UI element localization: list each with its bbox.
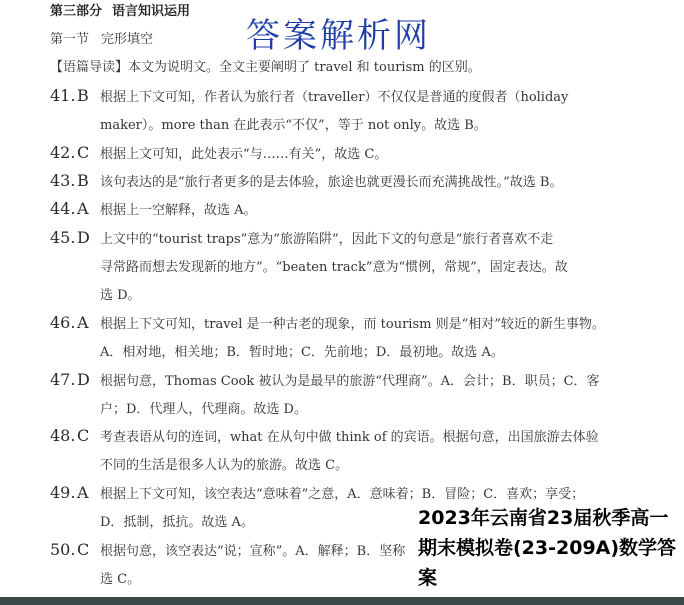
question-number: 49. bbox=[50, 483, 76, 502]
explanation-line: maker）。more than 在此表示“不仅”，等于 not only。故选 B。 bbox=[100, 118, 487, 133]
explanation-line: 户；D．代理人，代理商。故选 D。 bbox=[100, 402, 307, 417]
question-number: 42. bbox=[50, 143, 76, 162]
explanation-line: 根据上下文可知，作者认为旅行者（traveller）不仅仅是普通的度假者（holiday bbox=[100, 90, 569, 105]
answer-letter: D bbox=[77, 228, 90, 247]
answer-letter: C bbox=[77, 143, 90, 162]
question-number: 46. bbox=[50, 313, 76, 332]
bottom-bar bbox=[0, 597, 684, 605]
explanation-line: 根据上下文可知，travel 是一种古老的现象，而 tourism 则是“相对”较近的新生事物。 bbox=[100, 317, 605, 332]
answer-letter: A bbox=[77, 199, 89, 218]
question-number: 45. bbox=[50, 228, 76, 247]
explanation-line: 根据上一空解释，故选 A。 bbox=[100, 203, 257, 218]
explanation-line: 根据上下文可知，该空表达“意味着”之意，A．意味着；B．冒险；C．喜欢；享受； bbox=[100, 487, 585, 502]
explanation-line: D．抵制，抵抗。故选 A。 bbox=[100, 515, 254, 530]
question-number: 43. bbox=[50, 171, 76, 190]
section-label: 第一节 bbox=[50, 32, 90, 47]
question-number: 48. bbox=[50, 426, 76, 445]
explanation-line: 根据句意，Thomas Cook 被认为是最早的旅游“代理商”。A．会计；B．职员；C．客 bbox=[100, 374, 600, 389]
question-number: 47. bbox=[50, 370, 76, 389]
explanation-line: 选 C。 bbox=[100, 572, 141, 587]
question-number: 44. bbox=[50, 199, 76, 218]
answer-letter: A bbox=[77, 483, 89, 502]
explanation-line: A．相对地，相关地；B．暂时地；C．先前地；D．最初地。故选 A。 bbox=[100, 345, 504, 360]
explanation-line: 不同的生活是很多人认为的旅游。故选 C。 bbox=[100, 458, 349, 473]
explanation-line: 该句表达的是“旅行者更多的是去体验，旅途也就更漫长而充满挑战性。”故选 B。 bbox=[100, 175, 563, 190]
explanation-line: 考查表语从句的连词，what 在从句中做 think of 的宾语。根据句意，出国旅游去体验 bbox=[100, 430, 599, 445]
passage-intro: 【语篇导读】本文为说明文。全文主要阐明了 travel 和 tourism 的区别。 bbox=[50, 60, 481, 75]
answer-letter: C bbox=[77, 426, 90, 445]
explanation-line: 寻常路而想去发现新的地方”。“beaten track”意为“惯例，常规”，固定表达。故 bbox=[100, 260, 568, 275]
answer-letter: C bbox=[77, 540, 90, 559]
part-title: 语言知识运用 bbox=[112, 4, 191, 19]
explanation-line: 根据上文可知，此处表示“与……有关”，故选 C。 bbox=[100, 147, 388, 162]
site-watermark: 答案解析网 bbox=[246, 16, 431, 56]
section-title: 完形填空 bbox=[101, 32, 154, 47]
explanation-line: 根据句意，该空表达“说；宣称”。A．解释；B．坚称 bbox=[100, 544, 406, 559]
subsection-heading bbox=[50, 28, 153, 47]
answer-letter: B bbox=[77, 86, 89, 105]
explanation-line: 选 D。 bbox=[100, 288, 141, 303]
answer-letter: B bbox=[77, 171, 89, 190]
question-number: 50. bbox=[50, 540, 76, 559]
part-label: 第三部分 bbox=[50, 4, 103, 19]
overlay-caption: 2023年云南省23届秋季高一期末模拟卷(23-209A)数学答案 bbox=[418, 507, 677, 589]
explanation-line: 上文中的“tourist traps”意为“旅游陷阱”，因此下文的句意是“旅行者喜欢不走 bbox=[100, 232, 554, 247]
answer-letter: A bbox=[77, 313, 89, 332]
answer-letter: D bbox=[77, 370, 90, 389]
section-heading bbox=[50, 0, 190, 19]
question-number: 41. bbox=[50, 86, 76, 105]
